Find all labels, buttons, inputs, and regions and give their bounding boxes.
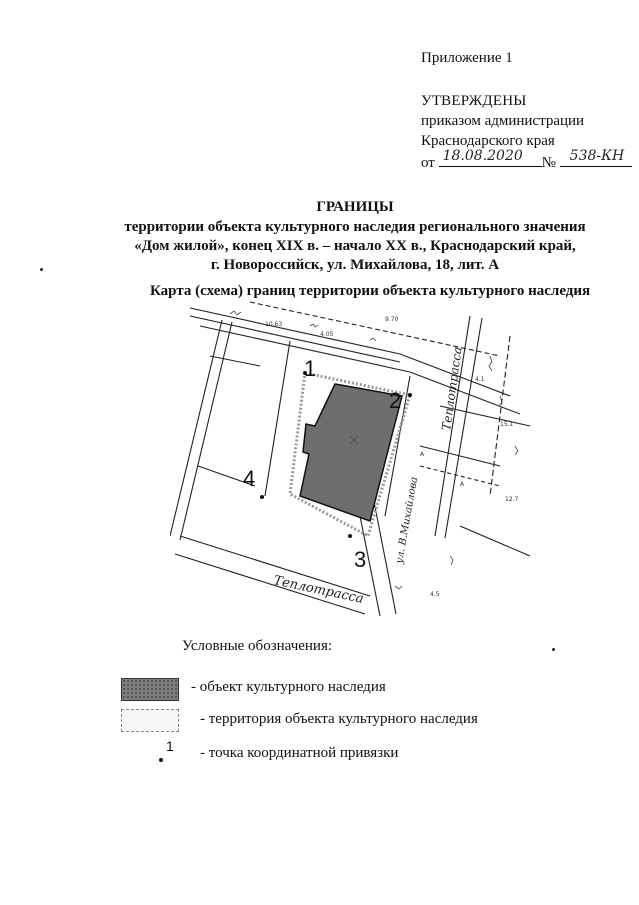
svg-text:4.5: 4.5 [430, 591, 440, 598]
map-title: Карта (схема) границ территории объекта культурного наследия [150, 283, 591, 299]
svg-text:9.70: 9.70 [385, 316, 399, 323]
title-line-1: территории объекта культурного наследия регионального значения [124, 219, 586, 235]
approval-block [421, 91, 632, 173]
title-main: ГРАНИЦЫ [316, 199, 394, 215]
scan-speck [40, 268, 43, 271]
svg-text:4.05: 4.05 [320, 331, 334, 338]
legend-territory-swatch [121, 709, 179, 732]
svg-text:A: A [460, 481, 465, 488]
approval-date-line [421, 148, 632, 173]
title-line-2: «Дом жилой», конец XIX в. – начало XX в., Краснодарский край, [134, 238, 576, 254]
svg-text:15.1: 15.1 [500, 421, 514, 428]
handwritten-number: 538-КН [569, 148, 625, 164]
legend-point-number: 1 [166, 738, 174, 754]
street-label-right: Теплотрасса [439, 345, 465, 432]
legend-heritage-label: - объект культурного наследия [191, 679, 386, 695]
title-line-3: г. Новороссийск, ул. Михайлова, 18, лит. А [210, 257, 500, 273]
approved-region: Краснодарского края [421, 133, 555, 149]
handwritten-date: 18.08.2020 [442, 148, 523, 164]
legend-heritage-swatch [121, 678, 179, 701]
legend-territory-label: - территория объекта культурного наследия [200, 711, 478, 727]
legend-point-label: - точка координатной привязки [200, 745, 399, 761]
appendix-label: Приложение 1 [421, 50, 513, 66]
point-4-label: 4 [243, 466, 256, 491]
svg-text:A: A [420, 451, 425, 458]
number-sign: № [541, 155, 556, 171]
point-3-label: 3 [354, 547, 367, 572]
scan-speck [552, 648, 555, 651]
legend-title: Условные обозначения: [182, 638, 333, 654]
point-2-label: 2 [389, 388, 402, 413]
heritage-building [300, 384, 402, 521]
point-1-label: 1 [304, 356, 317, 381]
document-title [60, 198, 639, 275]
svg-text:4.1: 4.1 [475, 376, 485, 383]
approved-by-order: приказом администрации [421, 113, 585, 129]
svg-text:10.63: 10.63 [265, 321, 283, 328]
street-label-bottom: Теплотрасса [272, 573, 365, 607]
number-field [560, 148, 632, 167]
from-prefix: от [421, 155, 435, 171]
approved-title: УТВЕРЖДЕНЫ [421, 93, 527, 109]
date-field [439, 148, 542, 167]
svg-text:12.7: 12.7 [505, 496, 519, 503]
legend-point-marker [159, 758, 163, 762]
boundary-map [170, 296, 545, 626]
street-label-mikhailova: ул. В.Михайлова [394, 475, 421, 565]
